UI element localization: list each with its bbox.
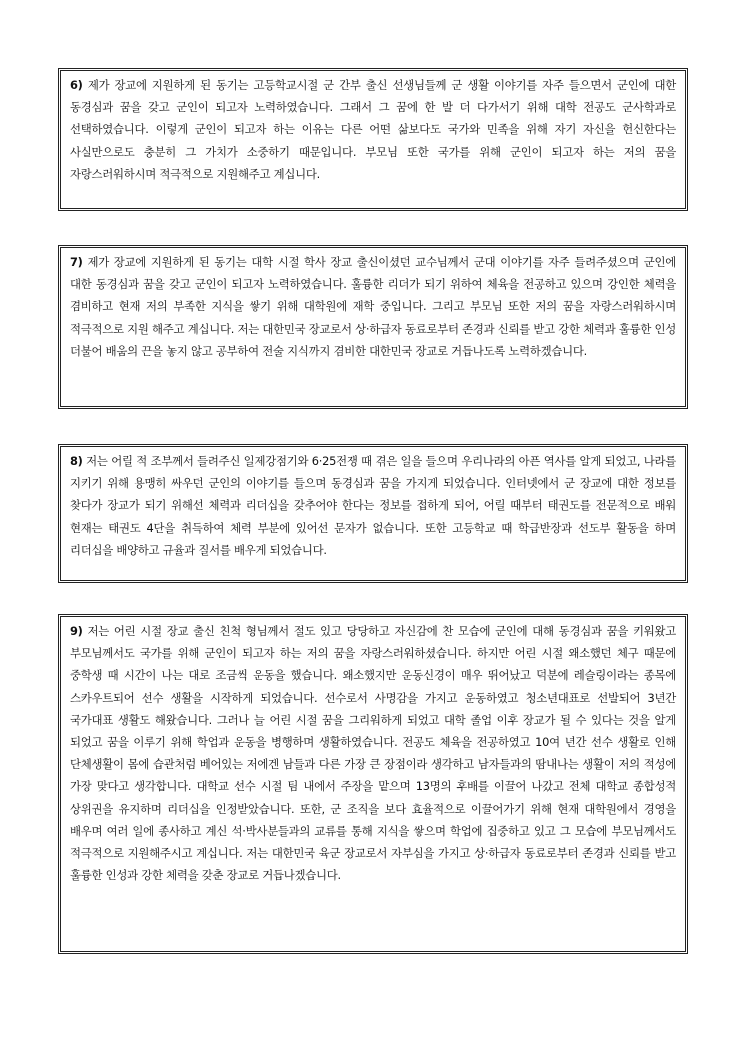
essay-box-7 (58, 245, 688, 409)
essay-box-9 (58, 614, 688, 954)
entry-number: 7) (70, 255, 83, 269)
essay-box-8 (58, 444, 688, 583)
entry-number: 8) (70, 454, 83, 468)
essay-paragraph (70, 251, 676, 362)
essay-paragraph (70, 74, 676, 185)
entry-number: 9) (70, 624, 83, 638)
entry-text: 저는 어린 시절 장교 출신 친척 형님께서 절도 있고 당당하고 자신감에 찬 모습에 군인에 대해 동경심과 꿈을 키워왔고 부모님께서도 국가를 위해 군인이 되고자 하는 저의 꿈을 자랑스러워하셨습니다. 하지만 어린 시절 왜소했던 체구 때문에 중학생 때 시간이 나는 대로 조금씩 운동을 했습니다. 왜소했지만 운동신경이 매우 뛰어났고 덕분에 레슬링이라는 종목에 스카우트되어 선수 생활을 시작하게 되었습니다. 선수로서 사명감을 가지고 운동하였고 청소년대표로 선발되어 3년간 국가대표 생활도 해왔습니다. 그러나 늘 어린 시절 꿈을 그리워하게 되었고 대학 졸업 이후 장교가 될 수 있다는 것을 알게 되었고 꿈을 이루기 위해 학업과 운동을 병행하며 생활하였습니다. 전공도 체육을 전공하였고 10여 년간 선수 생활로 인해 단체생활이 몸에 습관처럼 베어있는 저에겐 남들과 다른 가장 큰 장점이라 생각하고 남자들과의 땀내나는 생활이 저의 적성에 가장 맞다고 생각합니다. 대학교 선수 시절 팀 내에서 주장을 맡으며 13명의 후배를 이끌어 나갔고 전체 대학교 종합성적 상위권을 유지하며 리더십을 인정받았습니다. 또한, 군 조직을 보다 효율적으로 이끌어가기 위해 현재 대학원에서 경영을 배우며 여러 일에 종사하고 계신 석·박사분들과의 교류를 통해 지식을 쌓으며 학업에 집중하고 있고 그 모습에 부모님께서도 적극적으로 지원해주시고 계십니다. 저는 대한민국 육군 장교로서 자부심을 가지고 상·하급자 동료로부터 존경과 신뢰를 받고 훌륭한 인성과 강한 체력을 갖춘 장교로 거듭나겠습니다. (70, 624, 676, 883)
essay-paragraph (70, 620, 676, 886)
essay-paragraph (70, 450, 676, 561)
entry-text: 제가 장교에 지원하게 된 동기는 대학 시절 학사 장교 출신이셨던 교수님께서 군대 이야기를 자주 들려주셨으며 군인에 대한 동경심과 꿈을 갖고 군인이 되고자 노력하였습니다. 훌륭한 리더가 되기 위하여 체육을 전공하고 있으며 강인한 체력을 겸비하고 현재 저의 부족한 지식을 쌓기 위해 대학원에 재학 중입니다. 그리고 부모님 또한 저의 꿈을 자랑스러워하시며 적극적으로 지원 해주고 계십니다. 저는 대한민국 장교로서 상·하급자 동료로부터 존경과 신뢰를 받고 강한 체력과 훌륭한 인성 더불어 배움의 끈을 놓지 않고 공부하여 전술 지식까지 겸비한 대한민국 장교로 거듭나도록 노력하겠습니다. (70, 255, 676, 358)
entry-text: 저는 어릴 적 조부께서 들려주신 일제강점기와 6·25전쟁 때 겪은 일을 들으며 우리나라의 아픈 역사를 알게 되었고, 나라를 지키기 위해 용맹히 싸우던 군인의 이야기를 들으며 동경심과 꿈을 가지게 되었습니다. 인터넷에서 군 장교에 대한 정보를 찾다가 장교가 되기 위해선 체력과 리더십을 갖추어야 한다는 정보를 접하게 되어, 어릴 때부터 태권도를 전문적으로 배워 현재는 태권도 4단을 취득하여 체력 부분에 있어선 문자가 없습니다. 또한 고등학교 때 학급반장과 선도부 활동을 하며 리더십을 배양하고 규율과 질서를 배우게 되었습니다. (70, 454, 676, 557)
essay-box-6 (58, 68, 688, 211)
entry-text: 제가 장교에 지원하게 된 동기는 고등학교시절 군 간부 출신 선생님들께 군 생활 이야기를 자주 들으면서 군인에 대한 동경심과 꿈을 갖고 군인이 되고자 노력하였습니다. 그래서 그 꿈에 한 발 더 다가서기 위해 대학 전공도 군사학과로 선택하였습니다. 이렇게 군인이 되고자 하는 이유는 다른 어떤 삶보다도 국가와 민족을 위해 자기 자신을 헌신한다는 사실만으로도 충분히 그 가치가 소중하기 때문입니다. 부모님 또한 국가를 위해 군인이 되고자 하는 저의 꿈을 자랑스러워하시며 적극적으로 지원해주고 계십니다. (70, 78, 676, 181)
entry-number: 6) (70, 78, 83, 92)
